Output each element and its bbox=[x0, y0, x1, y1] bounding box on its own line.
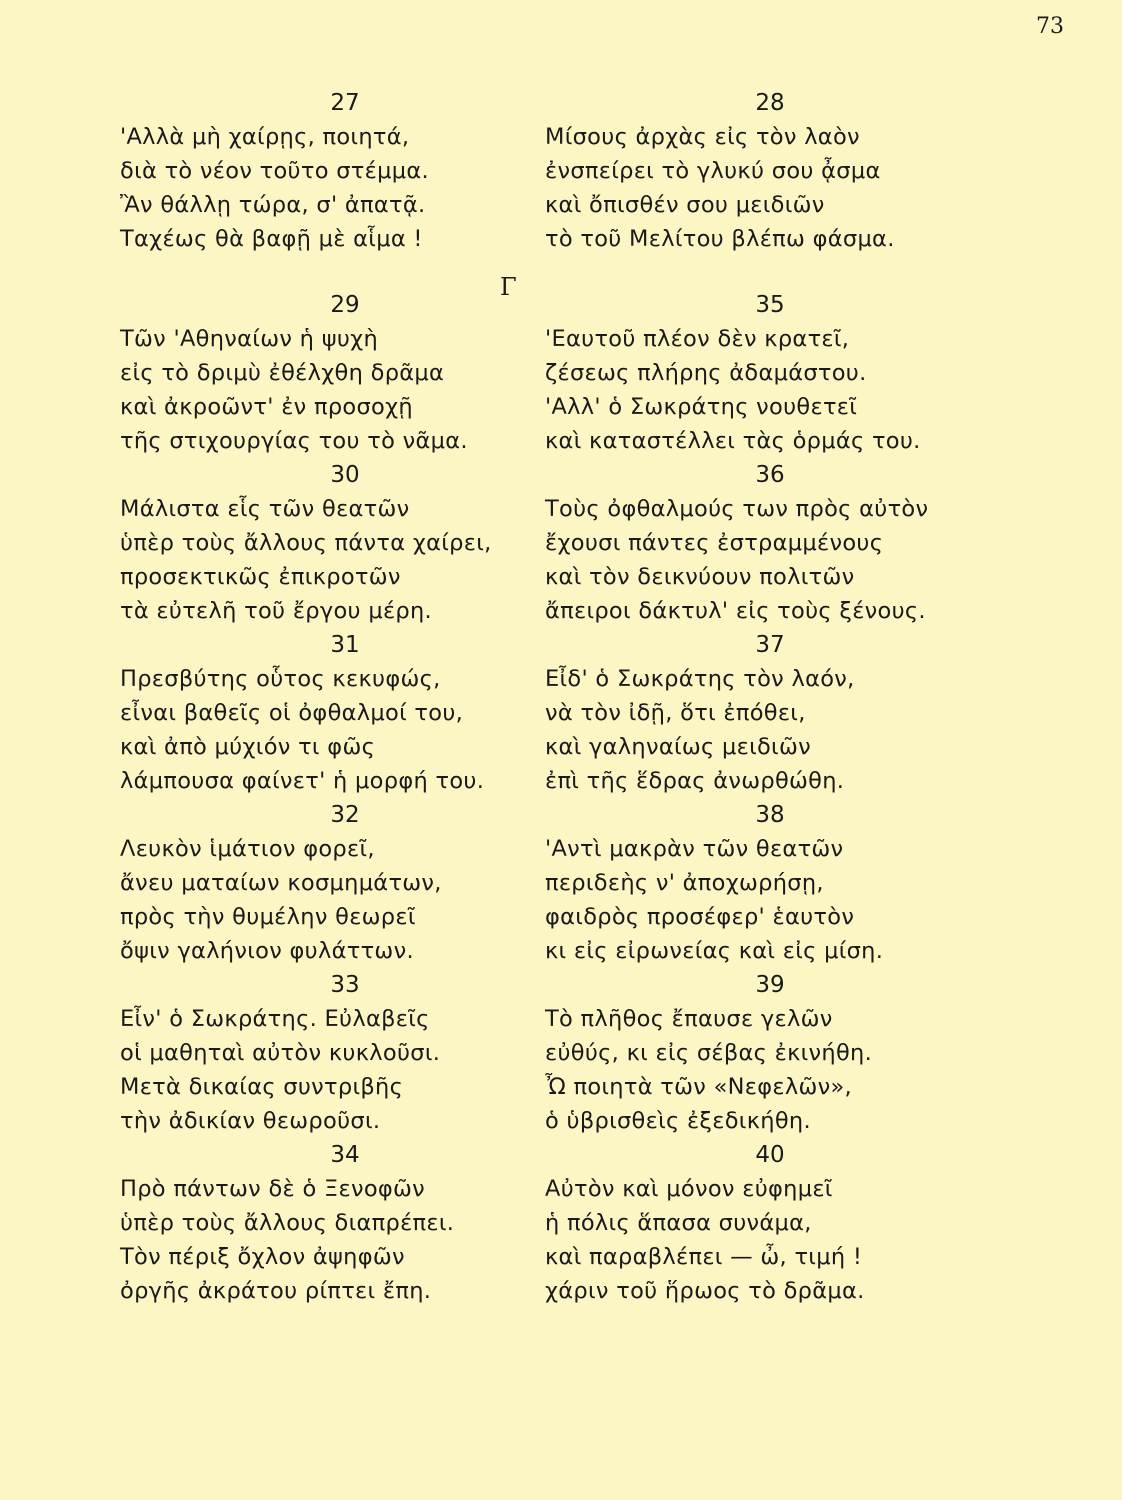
verse-line: οἱ μαθηταὶ αὐτὸν κυκλοῦσι. bbox=[120, 1040, 441, 1066]
stanza bbox=[120, 1138, 540, 1308]
verse-line: τῆς στιχουργίας του τὸ νᾶμα. bbox=[120, 428, 468, 454]
verse-line: ἐπὶ τῆς ἕδρας ἀνωρθώθη. bbox=[545, 768, 845, 794]
stanza-number: 36 bbox=[755, 462, 785, 488]
stanza-number: 38 bbox=[755, 802, 785, 828]
stanza bbox=[545, 86, 965, 256]
stanza bbox=[545, 458, 965, 628]
verse-line: Πρὸ πάντων δὲ ὁ Ξενοφῶν bbox=[120, 1176, 426, 1202]
verse-line: λάμπουσα φαίνετ' ἡ μορφή του. bbox=[120, 768, 485, 794]
verse-line: 'Αλλὰ μὴ χαίρῃς, ποιητά, bbox=[120, 124, 410, 150]
section-marker: Γ bbox=[500, 273, 517, 301]
verse-line: περιδεὴς ν' ἀποχωρήσῃ, bbox=[545, 870, 824, 896]
left-top-group bbox=[120, 86, 540, 256]
verse-line: ἡ πόλις ἅπασα συνάμα, bbox=[545, 1210, 812, 1236]
verse-line: Τὸ πλῆθος ἔπαυσε γελῶν bbox=[545, 1006, 833, 1032]
stanza-number: 33 bbox=[330, 972, 360, 998]
verse-line: Ταχέως θὰ βαφῇ μὲ αἷμα ! bbox=[120, 226, 423, 252]
verse-line: καὶ ἀκροῶντ' ἐν προσοχῇ bbox=[120, 394, 413, 420]
stanza-number: 29 bbox=[330, 292, 360, 318]
verse-line: νὰ τὸν ἰδῇ, ὅτι ἐπόθει, bbox=[545, 700, 806, 726]
verse-line: χάριν τοῦ ἥρωος τὸ δρᾶμα. bbox=[545, 1278, 865, 1304]
verse-line: Τῶν 'Αθηναίων ἡ ψυχὴ bbox=[120, 326, 379, 352]
stanza-number: 34 bbox=[330, 1142, 360, 1168]
stanza-number: 40 bbox=[755, 1142, 785, 1168]
verse-line: ὄψιν γαλήνιον φυλάττων. bbox=[120, 938, 414, 964]
verse-line: καὶ παραβλέπει — ὦ, τιμή ! bbox=[545, 1244, 863, 1270]
verse-line: Λευκὸν ἱμάτιον φορεῖ, bbox=[120, 836, 375, 862]
right-column bbox=[545, 86, 965, 1308]
verse-line: Αὐτὸν καὶ μόνον εὐφημεῖ bbox=[545, 1176, 833, 1202]
verse-line: καὶ γαληναίως μειδιῶν bbox=[545, 734, 811, 760]
verse-line: Μετὰ δικαίας συντριβῆς bbox=[120, 1074, 404, 1100]
verse-line: διὰ τὸ νέον τοῦτο στέμμα. bbox=[120, 158, 429, 184]
verse-line: 'Εαυτοῦ πλέον δὲν κρατεῖ, bbox=[545, 326, 850, 352]
stanza-number: 32 bbox=[330, 802, 360, 828]
stanza bbox=[545, 628, 965, 798]
verse-line: ζέσεως πλήρης ἀδαμάστου. bbox=[545, 360, 867, 386]
verse-line: ὁ ὑβρισθεὶς ἐξεδικήθη. bbox=[545, 1108, 811, 1134]
stanza bbox=[545, 1138, 965, 1308]
verse-line: Τοὺς ὀφθαλμούς των πρὸς αὐτὸν bbox=[545, 496, 929, 522]
verse-line: Πρεσβύτης οὗτος κεκυφώς, bbox=[120, 666, 441, 692]
left-bottom-group bbox=[120, 288, 540, 1308]
verse-line: καὶ ὄπισθέν σου μειδιῶν bbox=[545, 192, 825, 218]
verse-line: καὶ τὸν δεικνύουν πολιτῶν bbox=[545, 564, 855, 590]
verse-line: εὐθύς, κι εἰς σέβας ἐκινήθη. bbox=[545, 1040, 873, 1066]
verse-line: ἔχουσι πάντες ἐστραμμένους bbox=[545, 530, 884, 556]
verse-line: φαιδρὸς προσέφερ' ἑαυτὸν bbox=[545, 904, 855, 930]
stanza bbox=[120, 968, 540, 1138]
stanza bbox=[120, 798, 540, 968]
verse-line: ἄνευ ματαίων κοσμημάτων, bbox=[120, 870, 442, 896]
verse-line: ὑπὲρ τοὺς ἄλλους διαπρέπει. bbox=[120, 1210, 455, 1236]
verse-line: Ὦ ποιητὰ τῶν «Νεφελῶν», bbox=[545, 1074, 853, 1100]
verse-line: ἄπειροι δάκτυλ' εἰς τοὺς ξένους. bbox=[545, 598, 926, 624]
verse-line: ὑπὲρ τοὺς ἄλλους πάντα χαίρει, bbox=[120, 530, 492, 556]
verse-line: τὰ εὐτελῆ τοῦ ἔργου μέρη. bbox=[120, 598, 432, 624]
verse-line: καὶ ἀπὸ μύχιόν τι φῶς bbox=[120, 734, 376, 760]
verse-line: εἶναι βαθεῖς οἱ ὀφθαλμοί του, bbox=[120, 700, 464, 726]
right-top-group bbox=[545, 86, 965, 256]
stanza bbox=[545, 968, 965, 1138]
stanza bbox=[120, 86, 540, 256]
stanza-number: 31 bbox=[330, 632, 360, 658]
page-number: 73 bbox=[1036, 14, 1064, 39]
verse-line: τὴν ἀδικίαν θεωροῦσι. bbox=[120, 1108, 381, 1134]
verse-line: Μίσους ἀρχὰς εἰς τὸν λαὸν bbox=[545, 124, 860, 150]
verse-line: ἐνσπείρει τὸ γλυκύ σου ᾆσμα bbox=[545, 158, 881, 184]
stanza-number: 30 bbox=[330, 462, 360, 488]
stanza-number: 37 bbox=[755, 632, 785, 658]
left-column bbox=[120, 86, 540, 1308]
verse-line: Εἶν' ὁ Σωκράτης. Εὐλαβεῖς bbox=[120, 1006, 430, 1032]
verse-line: 'Αλλ' ὁ Σωκράτης νουθετεῖ bbox=[545, 394, 858, 420]
stanza-number: 35 bbox=[755, 292, 785, 318]
stanza bbox=[545, 288, 965, 458]
stanza bbox=[545, 798, 965, 968]
verse-line: τὸ τοῦ Μελίτου βλέπω φάσμα. bbox=[545, 226, 895, 252]
verse-line: Εἶδ' ὁ Σωκράτης τὸν λαόν, bbox=[545, 666, 855, 692]
stanza-number: 27 bbox=[330, 90, 360, 116]
verse-line: κι εἰς εἰρωνείας καὶ εἰς μίση. bbox=[545, 938, 884, 964]
verse-line: Μάλιστα εἷς τῶν θεατῶν bbox=[120, 496, 410, 522]
stanza bbox=[120, 288, 540, 458]
verse-line: εἰς τὸ δριμὺ ἐθέλχθη δρᾶμα bbox=[120, 360, 445, 386]
verse-line: Τὸν πέριξ ὄχλον ἀψηφῶν bbox=[120, 1244, 405, 1270]
right-bottom-group bbox=[545, 288, 965, 1308]
stanza bbox=[120, 628, 540, 798]
verse-line: προσεκτικῶς ἐπικροτῶν bbox=[120, 564, 401, 590]
stanza-number: 39 bbox=[755, 972, 785, 998]
verse-line: 'Αντὶ μακρὰν τῶν θεατῶν bbox=[545, 836, 844, 862]
verse-line: ὀργῆς ἀκράτου ρίπτει ἔπη. bbox=[120, 1278, 432, 1304]
stanza-number: 28 bbox=[755, 90, 785, 116]
verse-line: καὶ καταστέλλει τὰς ὁρμάς του. bbox=[545, 428, 921, 454]
verse-line: πρὸς τὴν θυμέλην θεωρεῖ bbox=[120, 904, 416, 930]
verse-line: Ἂν θάλλῃ τώρα, σ' ἀπατᾷ. bbox=[120, 192, 426, 218]
stanza bbox=[120, 458, 540, 628]
